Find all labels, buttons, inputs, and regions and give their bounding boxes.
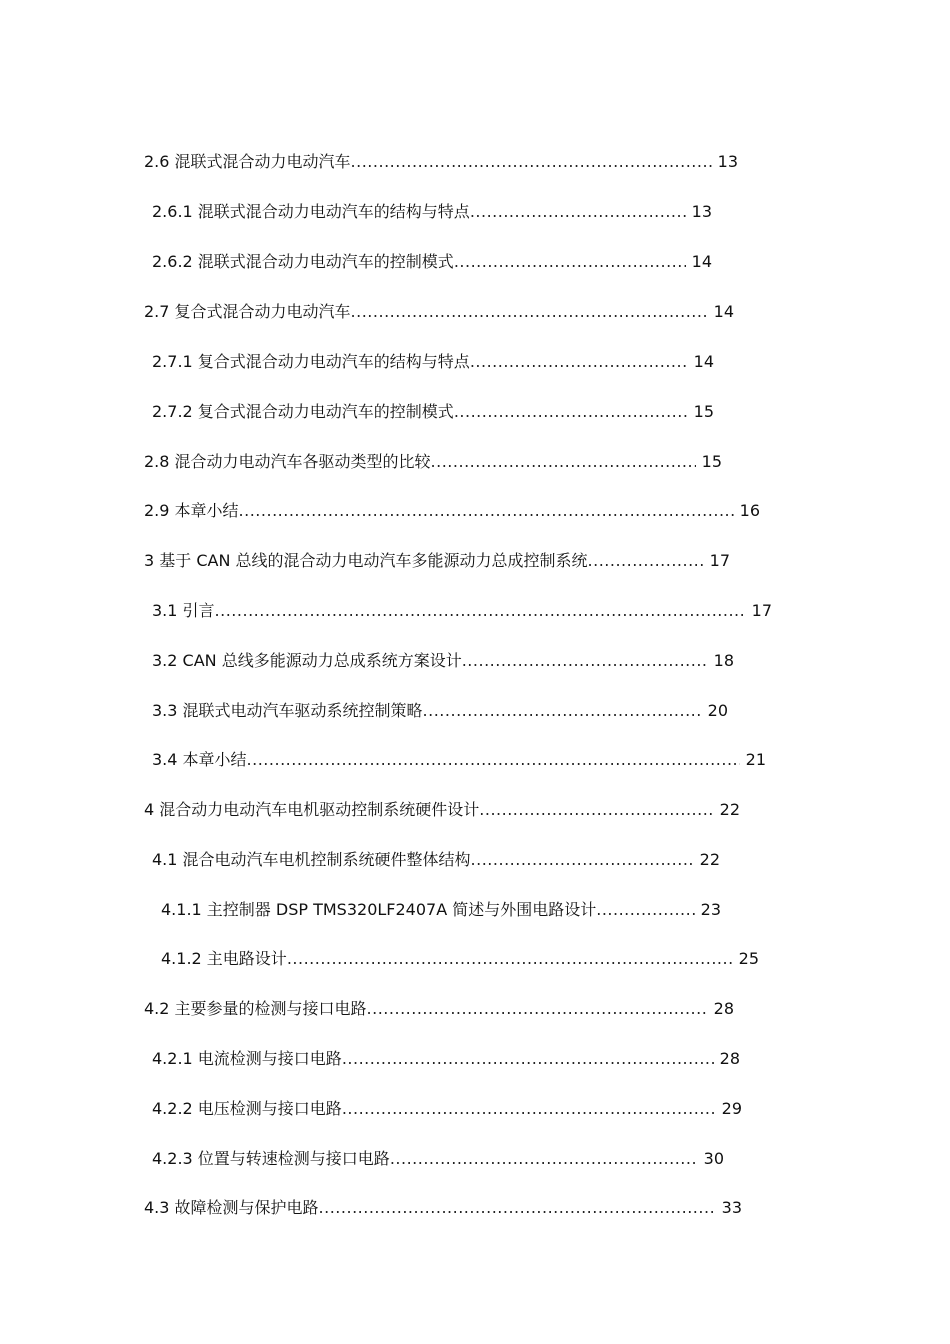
toc-leader-dots [454,400,688,424]
toc-entry-4-1-1[interactable] [161,898,721,922]
toc-entry-page: 20 [707,701,728,720]
toc-entry-page: 17 [709,551,730,570]
toc-leader-dots [367,997,708,1021]
toc-leader-dots [454,250,686,274]
toc-entry-label: 2.7.1 复合式混合动力电动汽车的结构与特点 [152,352,470,371]
toc-leader-dots [342,1097,716,1121]
toc-entry-3-1[interactable] [152,599,772,623]
toc-entry-2-7[interactable] [144,300,734,324]
toc-entry-label: 3.3 混联式电动汽车驱动系统控制策略 [152,701,423,720]
toc-entry-4[interactable] [144,798,740,822]
toc-entry-label: 4.2 主要参量的检测与接口电路 [144,999,367,1018]
toc-entry-page: 22 [719,800,740,819]
toc-entry-page: 33 [721,1198,742,1217]
toc-entry-label: 4.1.2 主电路设计 [161,949,287,968]
toc-entry-page: 22 [699,850,720,869]
toc-entry-4-2-3[interactable] [152,1147,724,1171]
toc-entry-label: 2.6 混联式混合动力电动汽车 [144,152,351,171]
toc-entry-label: 4.2.1 电流检测与接口电路 [152,1049,342,1068]
toc-leader-dots [215,599,746,623]
toc-leader-dots [588,549,704,573]
toc-entry-3-4[interactable] [152,748,766,772]
toc-entry-4-2-2[interactable] [152,1097,742,1121]
toc-entry-label: 2.9 本章小结 [144,501,239,520]
toc-entry-2-8[interactable] [144,450,722,474]
toc-entry-page: 14 [691,252,712,271]
toc-entry-4-3[interactable] [144,1196,742,1220]
toc-entry-page: 21 [745,750,766,769]
toc-leader-dots [247,748,740,772]
toc-entry-label: 3.2 CAN 总线多能源动力总成系统方案设计 [152,651,462,670]
toc-entry-label: 4.2.3 位置与转速检测与接口电路 [152,1149,390,1168]
toc-entry-page: 28 [719,1049,740,1068]
toc-entry-page: 13 [717,152,738,171]
toc-entry-3-2[interactable] [152,649,734,673]
toc-leader-dots [470,200,686,224]
toc-entry-page: 18 [713,651,734,670]
toc-leader-dots [423,699,702,723]
toc-entry-label: 4 混合动力电动汽车电机驱动控制系统硬件设计 [144,800,480,819]
toc-entry-label: 4.2.2 电压检测与接口电路 [152,1099,342,1118]
toc-entry-label: 4.3 故障检测与保护电路 [144,1198,319,1217]
toc-entry-2-6[interactable] [144,150,738,174]
toc-entry-page: 29 [721,1099,742,1118]
toc-leader-dots [319,1196,716,1220]
toc-leader-dots [596,898,694,922]
toc-entry-3[interactable] [144,549,730,573]
toc-entry-2-9[interactable] [144,499,760,523]
toc-entry-4-1[interactable] [152,848,720,872]
toc-entry-3-3[interactable] [152,699,728,723]
toc-entry-page: 13 [691,202,712,221]
toc-entry-2-7-1[interactable] [152,350,714,374]
toc-entry-page: 15 [701,452,722,471]
toc-entry-page: 23 [700,900,721,919]
toc-entry-label: 3.1 引言 [152,601,215,620]
toc-entry-page: 17 [751,601,772,620]
toc-entry-4-1-2[interactable] [161,947,759,971]
toc-leader-dots [471,848,694,872]
toc-leader-dots [239,499,734,523]
toc-leader-dots [431,450,696,474]
toc-entry-page: 15 [693,402,714,421]
toc-entry-label: 2.7 复合式混合动力电动汽车 [144,302,351,321]
toc-entry-label: 4.1 混合电动汽车电机控制系统硬件整体结构 [152,850,471,869]
toc-entry-label: 3.4 本章小结 [152,750,247,769]
toc-leader-dots [479,798,713,822]
toc-entry-label: 2.8 混合动力电动汽车各驱动类型的比较 [144,452,431,471]
toc-leader-dots [351,300,708,324]
toc-entry-2-6-2[interactable] [152,250,712,274]
toc-entry-label: 3 基于 CAN 总线的混合动力电动汽车多能源动力总成控制系统 [144,551,588,570]
toc-entry-2-6-1[interactable] [152,200,712,224]
toc-entry-page: 28 [713,999,734,1018]
toc-entry-4-2-1[interactable] [152,1047,740,1071]
toc-leader-dots [351,150,712,174]
toc-entry-page: 30 [703,1149,724,1168]
toc-entry-page: 14 [693,352,714,371]
toc-entry-label: 2.6.1 混联式混合动力电动汽车的结构与特点 [152,202,470,221]
toc-leader-dots [342,1047,714,1071]
toc-entry-4-2[interactable] [144,997,734,1021]
toc-entry-page: 16 [739,501,760,520]
toc-leader-dots [470,350,688,374]
toc-entry-label: 2.7.2 复合式混合动力电动汽车的控制模式 [152,402,454,421]
toc-leader-dots [287,947,733,971]
toc-leader-dots [390,1147,698,1171]
toc-entry-label: 4.1.1 主控制器 DSP TMS320LF2407A 简述与外围电路设计 [161,900,597,919]
toc-entry-2-7-2[interactable] [152,400,714,424]
toc-entry-page: 25 [738,949,759,968]
toc-entry-page: 14 [713,302,734,321]
toc-entry-label: 2.6.2 混联式混合动力电动汽车的控制模式 [152,252,454,271]
toc-leader-dots [462,649,708,673]
